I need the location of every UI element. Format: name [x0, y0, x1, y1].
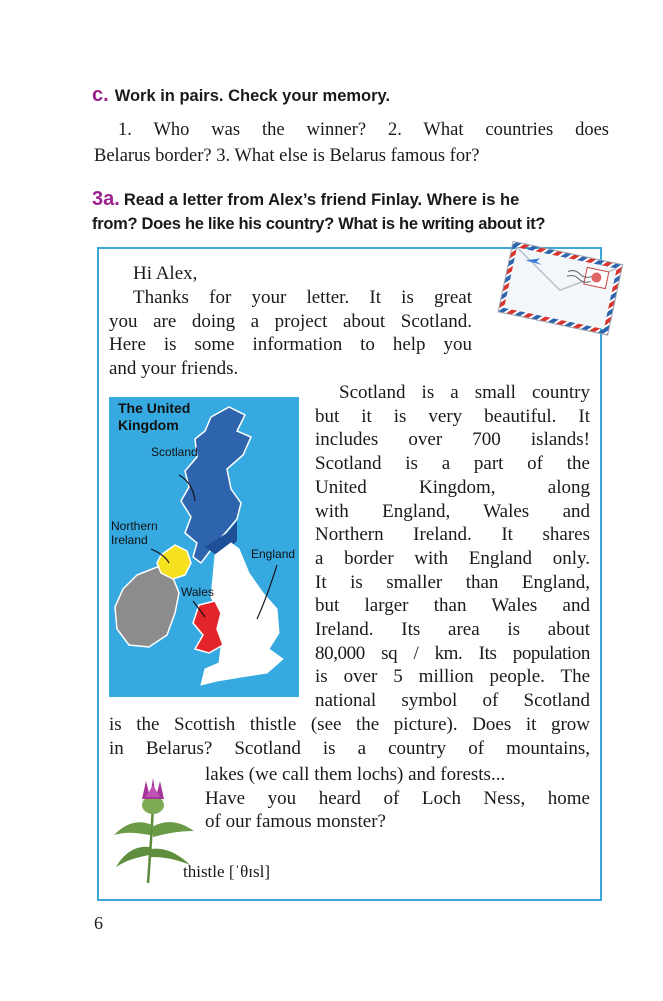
- map-label-northern-ireland: [111, 519, 158, 547]
- letter-full-width: [109, 713, 590, 760]
- exercise-3a-heading: [92, 187, 622, 236]
- letter-line: national symbol of Scotland: [315, 690, 590, 712]
- exercise-3a-label: 3a.: [92, 188, 120, 210]
- letter-closing: [205, 763, 590, 834]
- envelope-icon: [494, 240, 624, 340]
- thistle-transcription: [ˈθɪsl]: [228, 862, 271, 881]
- letter-line: 80,000 sq / km. Its population: [315, 642, 590, 664]
- questions-line: 1. Who was the winner? 2. What countries does: [118, 120, 609, 140]
- page-number: 6: [94, 913, 103, 933]
- exercise-c-heading: [92, 84, 390, 107]
- exercise-c-label: c.: [92, 84, 109, 106]
- letter-line: Scotland is a small country: [339, 382, 590, 403]
- letter-line: United Kingdom, along: [315, 476, 590, 498]
- letter-line: a border with England only.: [315, 547, 590, 569]
- letter-line: is the Scottish thistle (see the picture). Does it grow: [109, 714, 590, 735]
- letter-line: Ireland. Its area is about: [315, 619, 590, 641]
- exercise-c-instruction: Work in pairs. Check your memory.: [114, 87, 391, 105]
- map-label-wales: Wales: [181, 585, 214, 599]
- letter-line: lakes (we call them lochs) and forests...: [205, 764, 506, 785]
- letter-line: in Belarus? Scotland is a country of mountains,: [109, 737, 590, 759]
- map-title: [118, 400, 190, 434]
- exercise-3a-instruction-line: from? Does he like his country? What is he writing about it?: [92, 215, 546, 233]
- letter-line: It is smaller than England,: [315, 571, 590, 593]
- letter-line: Scotland is a part of the: [315, 453, 590, 475]
- map-label-england: England: [251, 547, 296, 561]
- questions-paragraph: [94, 117, 609, 169]
- letter-beside-map: [315, 381, 590, 713]
- letter-line: is over 5 million people. The: [315, 666, 590, 688]
- letter-line: Northern Ireland. It shares: [315, 524, 590, 546]
- exercise-3a-instruction-line: Read a letter from Alex’s friend Finlay. Where is he: [123, 191, 520, 209]
- map-title-line: The United: [118, 400, 191, 416]
- letter-line: and your friends.: [109, 358, 239, 380]
- map-title-line: Kingdom: [118, 417, 179, 433]
- letter-intro: [109, 286, 472, 381]
- thistle-caption: [183, 860, 270, 884]
- questions-line: Belarus border? 3. What else is Belarus famous for?: [94, 146, 480, 166]
- letter-line: Here is some information to help you: [109, 334, 472, 356]
- letter-line: Have you heard of Loch Ness, home: [205, 787, 590, 809]
- letter-line: with England, Wales and: [315, 500, 590, 522]
- letter-line: Thanks for your letter. It is great: [133, 287, 472, 308]
- letter-line: but larger than Wales and: [315, 595, 590, 617]
- uk-map: [109, 397, 299, 697]
- map-label-scotland: Scotland: [151, 445, 198, 459]
- letter-line: of our famous monster?: [205, 811, 386, 833]
- letter-line: you are doing a project about Scotland.: [109, 310, 472, 332]
- map-label-line: Ireland: [111, 533, 148, 547]
- letter-line: but it is very beautiful. It: [315, 405, 590, 427]
- letter-line: includes over 700 islands!: [315, 429, 590, 451]
- map-label-line: Northern: [111, 519, 158, 533]
- letter-greeting: Hi Alex,: [133, 263, 198, 284]
- thistle-caption-word: thistle: [183, 862, 225, 881]
